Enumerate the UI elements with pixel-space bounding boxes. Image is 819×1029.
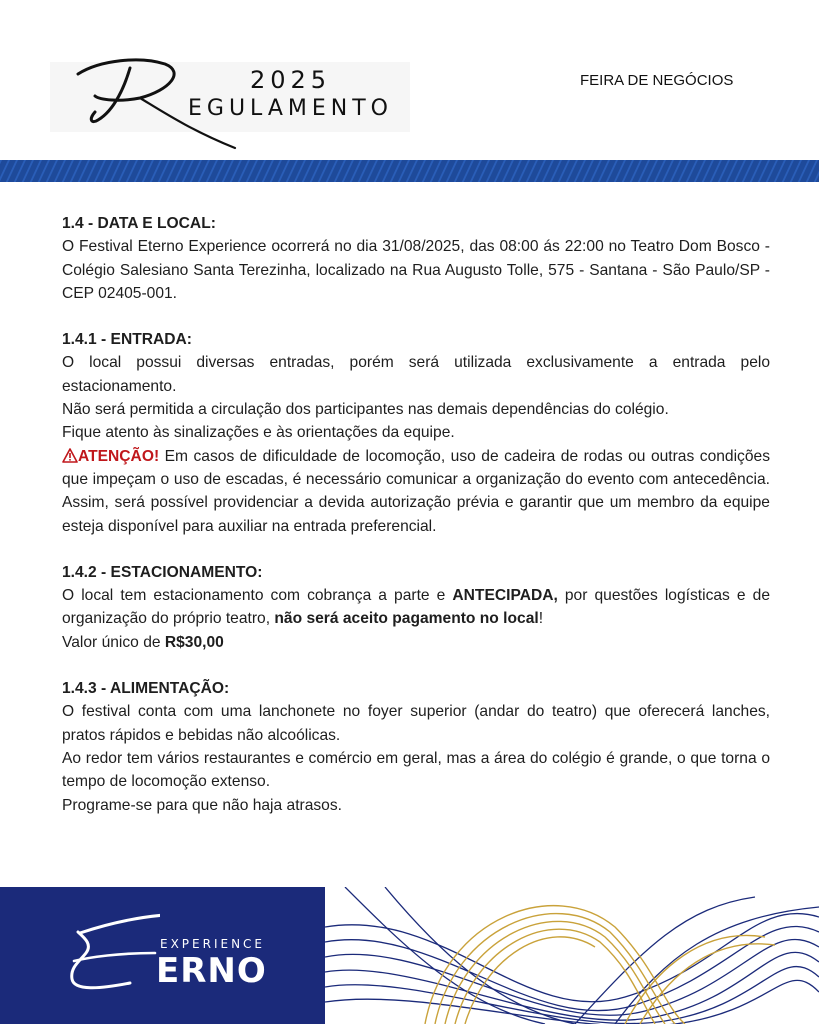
page-footer: [0, 887, 819, 1024]
warning-paragraph: [62, 445, 770, 538]
regulation-content: [62, 212, 770, 840]
page-header: [0, 0, 819, 160]
section-estacionamento: [62, 561, 770, 654]
warning-label: ATENÇÃO!: [78, 447, 160, 465]
brand-name: ERNO: [156, 951, 267, 991]
warning-text: Em casos de dificuldade de locomoção, uso de cadeira de rodas ou outras condições que impeçam o uso de escadas, é necessário comunicar a organização do evento com antecedência. Assim, será possível providenciar a devida autorização prévia e garantir que um membro da equipe esteja disponível para auxiliar na entrada preferencial.: [62, 447, 770, 535]
header-stripe: [0, 160, 819, 182]
section-text: [62, 584, 770, 631]
section-text: Não será permitida a circulação dos participantes nas demais dependências do colégio.: [62, 401, 669, 419]
section-text: O Festival Eterno Experience ocorrerá no dia 31/08/2025, das 08:00 ás 22:00 no Teatro Dom Bosco - Colégio Salesiano Santa Terezinha, localizado na Rua Augusto Tolle, 575 - Santana - São Paulo/SP - CEP 02405-001.: [62, 238, 770, 302]
header-right-label: FEIRA DE NEGÓCIOS: [580, 72, 734, 89]
footer-brand-panel: [0, 887, 325, 1024]
text-part: por questões logísticas e de organização do próprio teatro,: [62, 587, 770, 628]
logo-title: EGULAMENTO: [188, 96, 393, 121]
text-bold: ANTECIPADA,: [452, 587, 558, 605]
section-heading: 1.4.3 - ALIMENTAÇÃO:: [62, 680, 230, 698]
section-text: Fique atento às sinalizações e às orientações da equipe.: [62, 424, 455, 442]
eterno-logo-e-icon: [0, 887, 160, 1024]
section-heading: 1.4 - DATA E LOCAL:: [62, 215, 216, 232]
logo-year: 2025: [250, 66, 332, 94]
section-data-local: [62, 212, 770, 305]
price-line: [62, 631, 770, 654]
section-text: Programe-se para que não haja atrasos.: [62, 796, 342, 814]
warning-triangle-icon: [62, 448, 78, 463]
text-part: Valor único de: [62, 633, 165, 651]
section-alimentacao: [62, 677, 770, 817]
section-entrada: [62, 328, 770, 538]
section-heading: 1.4.2 - ESTACIONAMENTO:: [62, 563, 263, 581]
text-part: !: [538, 610, 544, 628]
text-bold: não será aceito pagamento no local: [274, 610, 539, 628]
footer-wave-art: [325, 887, 819, 1024]
brand-subtitle: EXPERIENCE: [160, 937, 266, 951]
stripe-graphic: [0, 160, 819, 182]
text-part: O local tem estacionamento com cobrança a parte e: [62, 587, 453, 605]
section-text: O festival conta com uma lanchonete no foyer superior (andar do teatro) que oferecerá lanches, pratos rápidos e bebidas não alcoólicas.: [62, 703, 770, 744]
section-heading: 1.4.1 - ENTRADA:: [62, 331, 192, 349]
price-value: R$30,00: [164, 633, 224, 651]
section-text: O local possui diversas entradas, porém será utilizada exclusivamente a entrada pelo estacionamento.: [62, 354, 770, 395]
section-text: Ao redor tem vários restaurantes e comércio em geral, mas a área do colégio é grande, o que torna o tempo de locomoção extenso.: [62, 749, 770, 791]
wave-lines-graphic: [325, 887, 819, 1024]
